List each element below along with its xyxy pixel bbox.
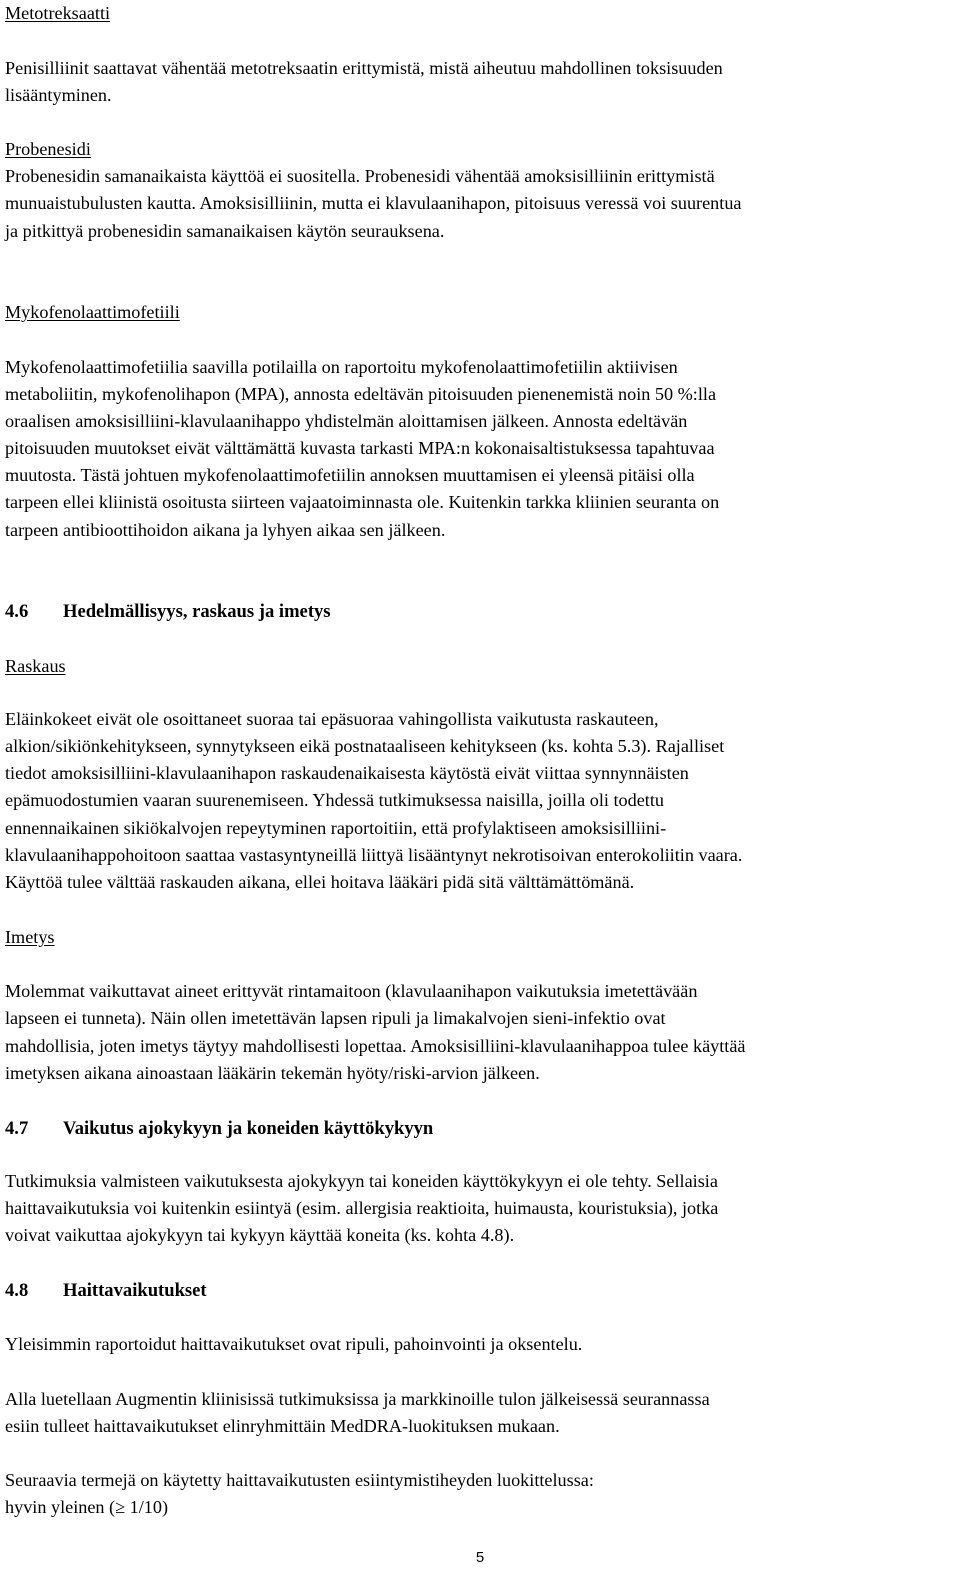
subheading-metotreksaatti: Metotreksaatti [5,3,111,23]
section-heading-4-6 [5,598,331,625]
paragraph-line: haittavaikutuksia voi kuitenkin esiintyä (esim. allergisia reaktioita, huimausta, kouristuksia), jotka [5,1198,719,1218]
paragraph-line: hyvin yleinen (≥ 1/10) [5,1497,169,1517]
paragraph-line: munuaistubulusten kautta. Amoksisilliinin, mutta ei klavulaanihapon, pitoisuus veressä voi suurentua [5,193,742,213]
paragraph-line: tarpeen ellei kliinistä osoitusta siirteen vajaatoiminnasta ole. Kuitenkin tarkka kliinien seuranta on [5,492,720,512]
paragraph-line: lisääntyminen. [5,85,112,105]
page-number: 5 [475,1549,485,1566]
subheading-mykofenolaattimofetiili: Mykofenolaattimofetiili [5,302,180,322]
subheading-imetys: Imetys [5,927,55,947]
paragraph-line: muutosta. Tästä johtuen mykofenolaattimofetiilin annoksen muuttamisen ei yleensä pitäisi olla [5,465,695,485]
paragraph-line: Eläinkokeet eivät ole osoittaneet suoraa tai epäsuoraa vahingollista vaikutusta raskauteen, [5,709,659,729]
paragraph-line: Yleisimmin raportoidut haittavaikutukset ovat ripuli, pahoinvointi ja oksentelu. [5,1334,583,1354]
paragraph-line: pitoisuuden muutokset eivät välttämättä kuvasta tarkasti MPA:n kokonaisaltistuksessa tapahtuvaa [5,438,715,458]
paragraph-line: Tutkimuksia valmisteen vaikutuksesta ajokykyyn tai koneiden käyttökykyyn ei ole tehty. Sellaisia [5,1171,718,1191]
paragraph-line: lapseen ei tunneta). Näin ollen imetettävän lapsen ripuli ja limakalvojen sieni-infektio ovat [5,1008,666,1028]
paragraph-line: Alla luetellaan Augmentin kliinisissä tutkimuksissa ja markkinoille tulon jälkeisessä seurannassa [5,1389,710,1409]
paragraph-line: oraalisen amoksisilliini-klavulaanihappo yhdistelmän aloittamisen jälkeen. Annosta edeltävän [5,411,688,431]
section-number: 4.7 [5,1118,29,1139]
paragraph-line: tiedot amoksisilliini-klavulaanihapon raskaudenaikaisesta käytöstä eivät viittaa synnynnäisten [5,763,689,783]
paragraph-line: imetyksen aikana ainoastaan lääkärin tekemän hyöty/riski-arvion jälkeen. [5,1063,540,1083]
section-title: Haittavaikutukset [63,1280,207,1301]
paragraph-line: metaboliitin, mykofenolihapon (MPA), annosta edeltävän pitoisuuden pienenemistä noin 50 %:lla [5,384,717,404]
paragraph-line: tarpeen antibioottihoidon aikana ja lyhyen aikaa sen jälkeen. [5,520,446,540]
section-heading-4-7 [5,1115,433,1142]
paragraph-line: mahdollisia, joten imetys täytyy mahdollisesti lopettaa. Amoksisilliini-klavulaanihappoa tulee käyttää [5,1036,746,1056]
paragraph-line: Penisilliinit saattavat vähentää metotreksaatin erittymistä, mistä aiheutuu mahdollinen toksisuuden [5,58,723,78]
paragraph-line: voivat vaikuttaa ajokykyyn tai kykyyn käyttää koneita (ks. kohta 4.8). [5,1225,515,1245]
paragraph-line: klavulaanihappohoitoon saattaa vastasyntyneillä liittyä lisääntynyt nekrotisoivan enterokoliitin vaara. [5,845,743,865]
subheading-raskaus: Raskaus [5,656,66,676]
paragraph-line: Mykofenolaattimofetiilia saavilla potilailla on raportoitu mykofenolaattimofetiilin aktiivisen [5,357,678,377]
paragraph-line: esiin tulleet haittavaikutukset elinryhmittäin MedDRA-luokituksen mukaan. [5,1416,560,1436]
paragraph-line: epämuodostumien vaaran suurenemiseen. Yhdessä tutkimuksessa naisilla, joilla oli todettu [5,790,664,810]
paragraph-line: ennennaikainen sikiökalvojen repeytyminen raportoitiin, että profylaktiseen amoksisilliini- [5,818,667,838]
paragraph-line: Probenesidin samanaikaista käyttöä ei suositella. Probenesidi vähentää amoksisilliinin erittymistä [5,166,715,186]
section-title: Hedelmällisyys, raskaus ja imetys [63,601,331,622]
section-heading-4-8 [5,1277,207,1304]
paragraph-line: Seuraavia termejä on käytetty haittavaikutusten esiintymistiheyden luokittelussa: [5,1470,594,1490]
section-title: Vaikutus ajokykyyn ja koneiden käyttökykyyn [63,1118,434,1139]
subheading-probenesidi: Probenesidi [5,139,91,159]
paragraph-line: alkion/sikiönkehitykseen, synnytykseen eikä postnataaliseen kehitykseen (ks. kohta 5.3). Rajalliset [5,736,725,756]
paragraph-line: Molemmat vaikuttavat aineet erittyvät rintamaitoon (klavulaanihapon vaikutuksia imetettävään [5,981,698,1001]
paragraph-line: ja pitkittyä probenesidin samanaikaisen käytön seurauksena. [5,221,445,241]
section-number: 4.6 [5,601,29,622]
section-number: 4.8 [5,1280,29,1301]
paragraph-line: Käyttöä tulee välttää raskauden aikana, ellei hoitava lääkäri pidä sitä välttämättömänä. [5,872,635,892]
